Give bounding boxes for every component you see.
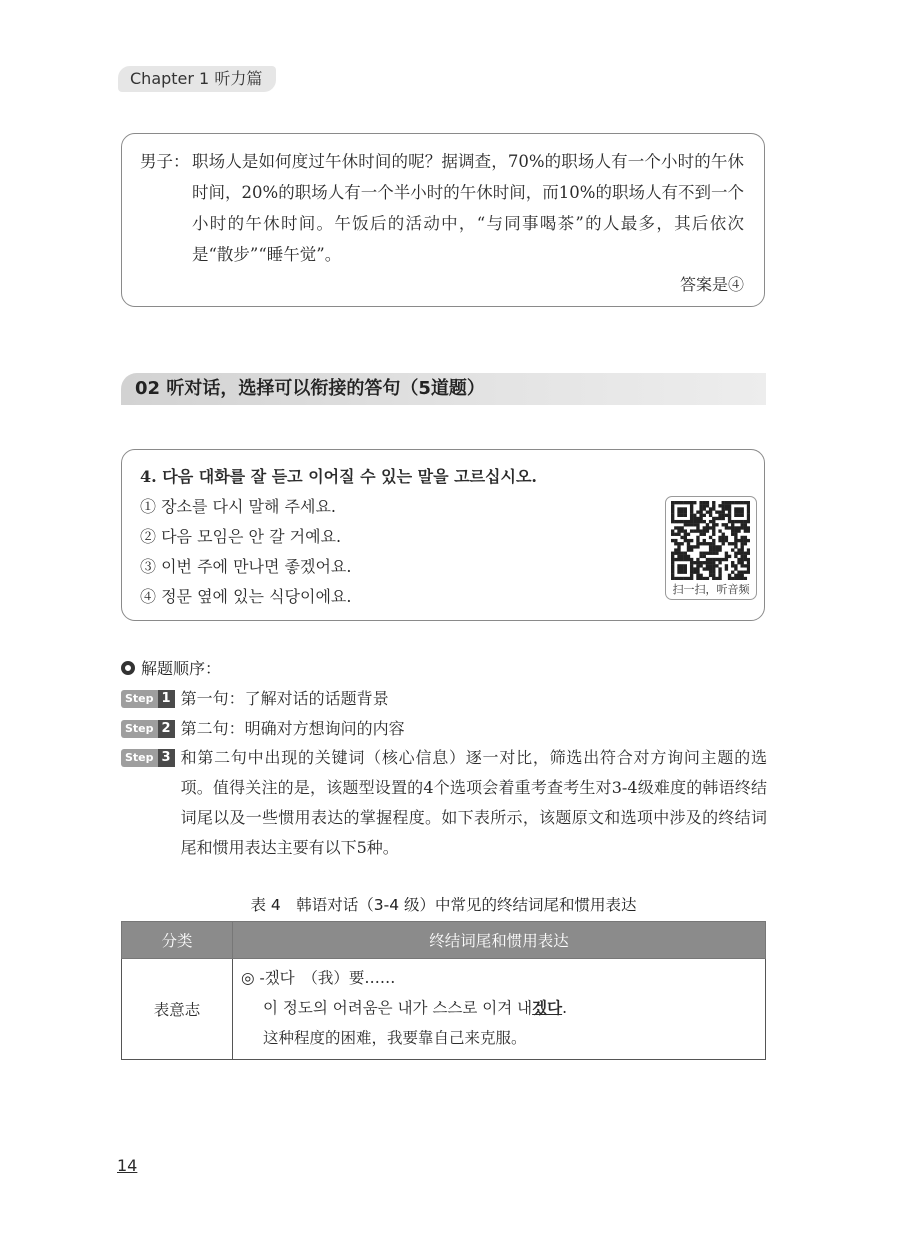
option-2: ② 다음 모임은 안 갈 거예요. <box>140 527 342 546</box>
qr-code-icon <box>671 501 750 580</box>
grammar-table <box>121 921 766 1060</box>
step-2 <box>121 714 767 744</box>
korean-example <box>241 993 755 1023</box>
table-caption: 表 4 韩语对话（3-4 级）中常见的终结词尾和惯用表达 <box>250 896 637 914</box>
column-header: 终结词尾和惯用表达 <box>233 922 766 959</box>
table-header-row <box>122 922 766 959</box>
qr-caption: 扫一扫，听音频 <box>672 583 750 596</box>
category-cell: 表意志 <box>122 959 233 1060</box>
option-1: ① 장소를 다시 말해 주세요. <box>140 497 336 516</box>
step-badge-number: 2 <box>158 720 175 738</box>
step-3 <box>121 743 767 863</box>
step-badge-label: Step <box>121 690 158 708</box>
step-badge <box>121 749 175 767</box>
highlighted-ending: 겠다 <box>532 998 563 1017</box>
content-cell <box>233 959 766 1060</box>
question-title: 4. 다음 대화를 잘 듣고 이어질 수 있는 말을 고르십시오. <box>140 467 537 486</box>
option-4: ④ 정문 옆에 있는 식당이에요. <box>140 587 352 606</box>
transcript-box <box>121 133 765 307</box>
question-box <box>121 449 765 621</box>
step-1 <box>121 684 767 714</box>
column-header: 分类 <box>122 922 233 959</box>
option-3: ③ 이번 주에 만나면 좋겠어요. <box>140 557 352 576</box>
pattern-text: ◎ -겠다 （我）要…… <box>241 969 396 987</box>
steps-heading-text: 解题顺序： <box>141 659 222 678</box>
page-number: 14 <box>117 1156 138 1175</box>
step-badge <box>121 690 175 708</box>
step-badge-label: Step <box>121 749 158 767</box>
step-text: 第二句：明确对方想询问的内容 <box>180 719 405 738</box>
qr-code[interactable] <box>665 496 757 600</box>
step-badge-label: Step <box>121 720 158 738</box>
chinese-translation: 这种程度的困难，我要靠自己来克服。 <box>263 1029 527 1047</box>
step-badge-number: 3 <box>158 749 175 767</box>
speaker-label: 男子： <box>140 152 190 171</box>
chapter-tab: Chapter 1 听力篇 <box>118 66 276 92</box>
step-badge-number: 1 <box>158 690 175 708</box>
table-row <box>122 959 766 1060</box>
answer-text: 答案是④ <box>679 275 744 294</box>
dialogue-text: 职场人是如何度过午休时间的呢？据调查，70%的职场人有一个小时的午休时间，20%的职场人有一个半小时的午休时间，而10%的职场人有不到一个小时的午休时间。午饭后的活动中，“与同事喝茶”的人最多，其后依次是“散步”“睡午觉”。 <box>192 152 744 264</box>
dialogue <box>140 146 744 270</box>
korean-example-text: 이 정도의 어려움은 내가 스스로 이겨 내 <box>263 999 533 1017</box>
bullet-icon <box>121 661 135 675</box>
steps-heading <box>121 656 221 679</box>
korean-example-end: . <box>562 999 568 1017</box>
section-title: 02 听对话，选择可以衔接的答句（5道题） <box>121 373 766 405</box>
step-badge <box>121 720 175 738</box>
step-text: 和第二句中出现的关键词（核心信息）逐一对比，筛选出符合对方询问主题的选项。值得关注的是，该题型设置的4个选项会着重考查考生对3-4级难度的韩语终结词尾以及一些惯用表达的掌握程度。如下表所示，该题原文和选项中涉及的终结词尾和惯用表达主要有以下5种。 <box>180 748 767 857</box>
step-text: 第一句：了解对话的话题背景 <box>180 689 389 708</box>
